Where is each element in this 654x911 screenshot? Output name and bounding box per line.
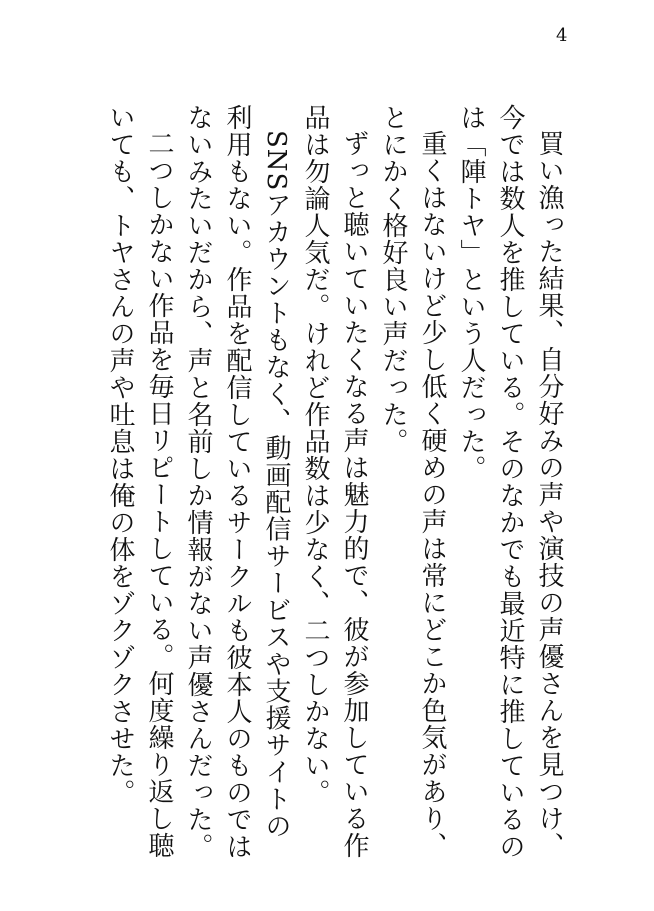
page-number: 4	[556, 25, 568, 46]
paragraph: ずっと聴いていたくなる声は魅力的で、彼が参加している作品は勿論人気だ。けれど作品数は少なく、二つしかない。	[300, 104, 369, 859]
paragraph: 重くはないけど少し低く硬めの声は常にどこか色気があり、とにかく格好良い声だった。	[378, 104, 447, 859]
body-text	[100, 104, 568, 864]
paragraph: SNSアカウントもなく、動画配信サービスや支援サイトの利用もない。作品を配信しているサークルも彼本人のものではないみたいだから、声と名前しか情報がない声優さんだった。	[183, 104, 291, 860]
paragraph: 二つしかない作品を毎日リピートしている。何度繰り返し聴いても、トヤさんの声や吐息は俺の体をゾクゾクさせた。	[105, 104, 174, 859]
paragraph: 買い漁った結果、自分好みの声や演技の声優さんを見つけ、今では数人を推している。そのなかでも最近特に推しているのは「陣トヤ」という人だった。	[456, 104, 564, 860]
